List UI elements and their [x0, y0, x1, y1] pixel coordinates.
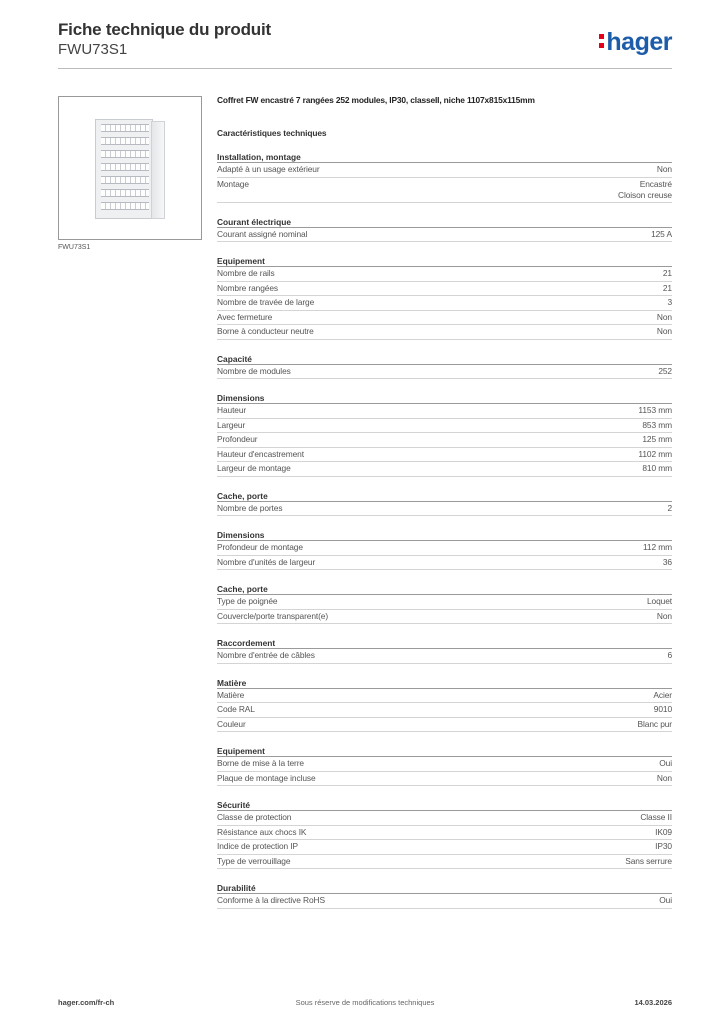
spec-label: Type de poignée: [217, 596, 278, 607]
spec-label: Nombre d'entrée de câbles: [217, 650, 315, 661]
spec-label: Nombre de modules: [217, 365, 291, 376]
footer-notice: Sous réserve de modifications techniques: [295, 998, 435, 1007]
spec-value: [638, 449, 672, 460]
spec-label: Adapté à un usage extérieur: [217, 164, 320, 174]
product-description: Coffret FW encastré 7 rangées 252 modules, IP30, classeII, niche 1107x815x115mm: [217, 95, 535, 105]
spec-row: [217, 178, 672, 203]
spec-group: [217, 678, 672, 733]
spec-label: Indice de protection IP: [217, 841, 299, 852]
spec-label: Nombre d'unités de largeur: [217, 556, 316, 567]
spec-value: [654, 704, 672, 715]
spec-value: [663, 268, 672, 279]
spec-group-title: Equipement: [217, 746, 672, 757]
spec-value-line: Oui: [659, 758, 672, 769]
spec-group: [217, 354, 672, 380]
spec-label: Borne de mise à la terre: [217, 758, 304, 769]
spec-group-title: Cache, porte: [217, 584, 672, 595]
spec-row: [217, 365, 672, 380]
footer-date: 14.03.2026: [634, 998, 672, 1007]
spec-value-line: Cloison creuse: [618, 189, 672, 200]
spec-row: [217, 267, 672, 282]
spec-group-title: Equipement: [217, 256, 672, 267]
spec-value: [663, 557, 672, 568]
spec-row: [217, 811, 672, 826]
spec-value-line: 6: [667, 650, 672, 661]
spec-value: [657, 611, 672, 622]
spec-row: [217, 163, 672, 178]
spec-group-title: Installation, montage: [217, 152, 672, 163]
spec-row: [217, 404, 672, 419]
spec-value-line: Acier: [653, 689, 672, 700]
spec-value: [642, 420, 672, 431]
spec-value: [663, 283, 672, 294]
page-title: Fiche technique du produit: [58, 20, 271, 39]
spec-group: [217, 152, 672, 203]
spec-value-line: 1153 mm: [638, 405, 672, 416]
spec-row: [217, 610, 672, 625]
spec-label: Matière: [217, 689, 245, 700]
spec-value: [638, 719, 672, 730]
spec-row: [217, 282, 672, 297]
spec-row: [217, 433, 672, 448]
spec-label: Avec fermeture: [217, 311, 273, 322]
spec-value: [659, 895, 672, 906]
spec-value: [647, 596, 672, 607]
spec-value-line: Non: [656, 311, 672, 322]
spec-value: [657, 164, 672, 175]
spec-value-line: IP30: [655, 841, 672, 852]
spec-value-line: 252: [658, 365, 672, 376]
spec-value: [659, 758, 672, 769]
spec-value: [658, 366, 672, 377]
spec-group: [217, 800, 672, 869]
spec-value-line: Non: [656, 326, 672, 337]
spec-row: [217, 462, 672, 477]
spec-row: [217, 840, 672, 855]
cabinet-door: [151, 121, 165, 219]
spec-label: Plaque de montage incluse: [217, 772, 316, 783]
footer-website: hager.com/fr-ch: [58, 998, 115, 1007]
spec-value-line: Non: [656, 164, 672, 174]
spec-row: [217, 894, 672, 909]
spec-label: Couleur: [217, 718, 246, 729]
spec-label: Montage: [217, 178, 249, 189]
spec-value-line: Classe II: [640, 812, 672, 823]
spec-label: Largeur de montage: [217, 463, 291, 474]
spec-group-title: Sécurité: [217, 800, 672, 811]
spec-row: [217, 855, 672, 870]
spec-row: [217, 325, 672, 340]
spec-row: [217, 556, 672, 571]
spec-group: [217, 256, 672, 340]
spec-value: [657, 312, 672, 323]
spec-row: [217, 772, 672, 787]
page-header: [58, 20, 672, 70]
spec-label: Profondeur: [217, 434, 258, 445]
spec-value: [655, 827, 672, 838]
spec-value-line: 2: [667, 502, 672, 513]
spec-value: [642, 463, 672, 474]
spec-row: [217, 502, 672, 517]
spec-row: [217, 419, 672, 434]
spec-row: [217, 296, 672, 311]
spec-value: [655, 841, 672, 852]
spec-row: [217, 311, 672, 326]
spec-row: [217, 228, 672, 243]
spec-value-line: 9010: [653, 704, 672, 715]
spec-group: [217, 584, 672, 624]
spec-group: [217, 746, 672, 786]
spec-group: [217, 530, 672, 570]
cabinet-illustration: [95, 119, 165, 221]
spec-value-line: 112 mm: [642, 542, 672, 553]
spec-label: Conforme à la directive RoHS: [217, 895, 325, 906]
spec-row: [217, 703, 672, 718]
cabinet-body: [95, 119, 153, 219]
spec-label: Hauteur d'encastrement: [217, 448, 304, 459]
spec-group-title: Dimensions: [217, 530, 672, 541]
product-reference: FWU73S1: [58, 41, 128, 58]
spec-value-line: 125 mm: [642, 434, 672, 445]
spec-value: [638, 405, 672, 416]
spec-group: [217, 217, 672, 243]
spec-value: [667, 297, 672, 308]
product-image-caption: FWU73S1: [58, 244, 91, 251]
spec-row: [217, 649, 672, 664]
spec-label: Courant assigné nominal: [217, 228, 308, 239]
spec-value: [642, 434, 672, 445]
logo-dots-icon: [599, 34, 604, 52]
spec-value: [643, 542, 672, 553]
spec-value-line: 853 mm: [642, 419, 672, 430]
spec-label: Nombre de portes: [217, 502, 283, 513]
spec-label: Hauteur: [217, 405, 247, 416]
product-image: [58, 96, 202, 240]
spec-value-line: 125 A: [651, 228, 672, 239]
spec-group-title: Raccordement: [217, 638, 672, 649]
spec-row: [217, 689, 672, 704]
spec-group-title: Cache, porte: [217, 491, 672, 502]
spec-row: [217, 718, 672, 733]
spec-value: [667, 650, 672, 661]
spec-value-line: Non: [656, 610, 672, 621]
spec-value: [653, 690, 672, 701]
spec-value: [657, 326, 672, 337]
spec-group: [217, 393, 672, 477]
spec-value-line: Encastré: [639, 178, 672, 189]
spec-label: Classe de protection: [217, 812, 292, 823]
spec-group-title: Durabilité: [217, 883, 672, 894]
spec-group: [217, 491, 672, 517]
spec-label: Nombre de rails: [217, 268, 275, 279]
section-title: Caractéristiques techniques: [217, 128, 327, 138]
spec-label: Nombre de travée de large: [217, 297, 315, 308]
spec-label: Nombre rangées: [217, 282, 278, 293]
spec-value-line: 21: [662, 282, 672, 293]
spec-group-title: Courant électrique: [217, 217, 672, 228]
logo-text: hager: [606, 28, 672, 56]
spec-value-line: 21: [662, 268, 672, 279]
spec-row: [217, 541, 672, 556]
header-divider: [58, 68, 672, 69]
spec-value-line: 810 mm: [642, 463, 672, 474]
specifications-panel: [217, 94, 672, 909]
spec-value-line: IK09: [655, 826, 672, 837]
spec-group-title: Capacité: [217, 354, 672, 365]
spec-value: [657, 773, 672, 784]
spec-label: Largeur: [217, 419, 246, 430]
spec-group-title: Dimensions: [217, 393, 672, 404]
spec-label: Borne à conducteur neutre: [217, 326, 314, 337]
spec-value: [667, 503, 672, 514]
spec-value-line: 3: [667, 297, 672, 308]
spec-value-line: Oui: [659, 895, 672, 906]
spec-label: Code RAL: [217, 704, 255, 715]
spec-value-line: 1102 mm: [638, 448, 672, 459]
spec-group: [217, 638, 672, 664]
spec-label: Type de verrouillage: [217, 855, 291, 866]
spec-row: [217, 757, 672, 772]
spec-value-line: 36: [662, 556, 672, 567]
spec-row: [217, 826, 672, 841]
spec-row: [217, 595, 672, 610]
spec-value-line: Blanc pur: [637, 718, 672, 729]
spec-value: [625, 856, 672, 867]
spec-groups: [217, 152, 672, 909]
spec-label: Couvercle/porte transparent(e): [217, 610, 329, 621]
spec-value-line: Non: [656, 772, 672, 783]
spec-label: Résistance aux chocs IK: [217, 826, 307, 837]
spec-value: [651, 229, 672, 240]
spec-value-line: Sans serrure: [625, 855, 672, 866]
spec-group: [217, 883, 672, 909]
spec-value: [618, 179, 672, 201]
spec-row: [217, 448, 672, 463]
spec-group-title: Matière: [217, 678, 672, 689]
spec-label: Profondeur de montage: [217, 542, 303, 553]
spec-value-line: Loquet: [646, 596, 672, 607]
hager-logo: [599, 28, 672, 56]
spec-value: [640, 812, 672, 823]
